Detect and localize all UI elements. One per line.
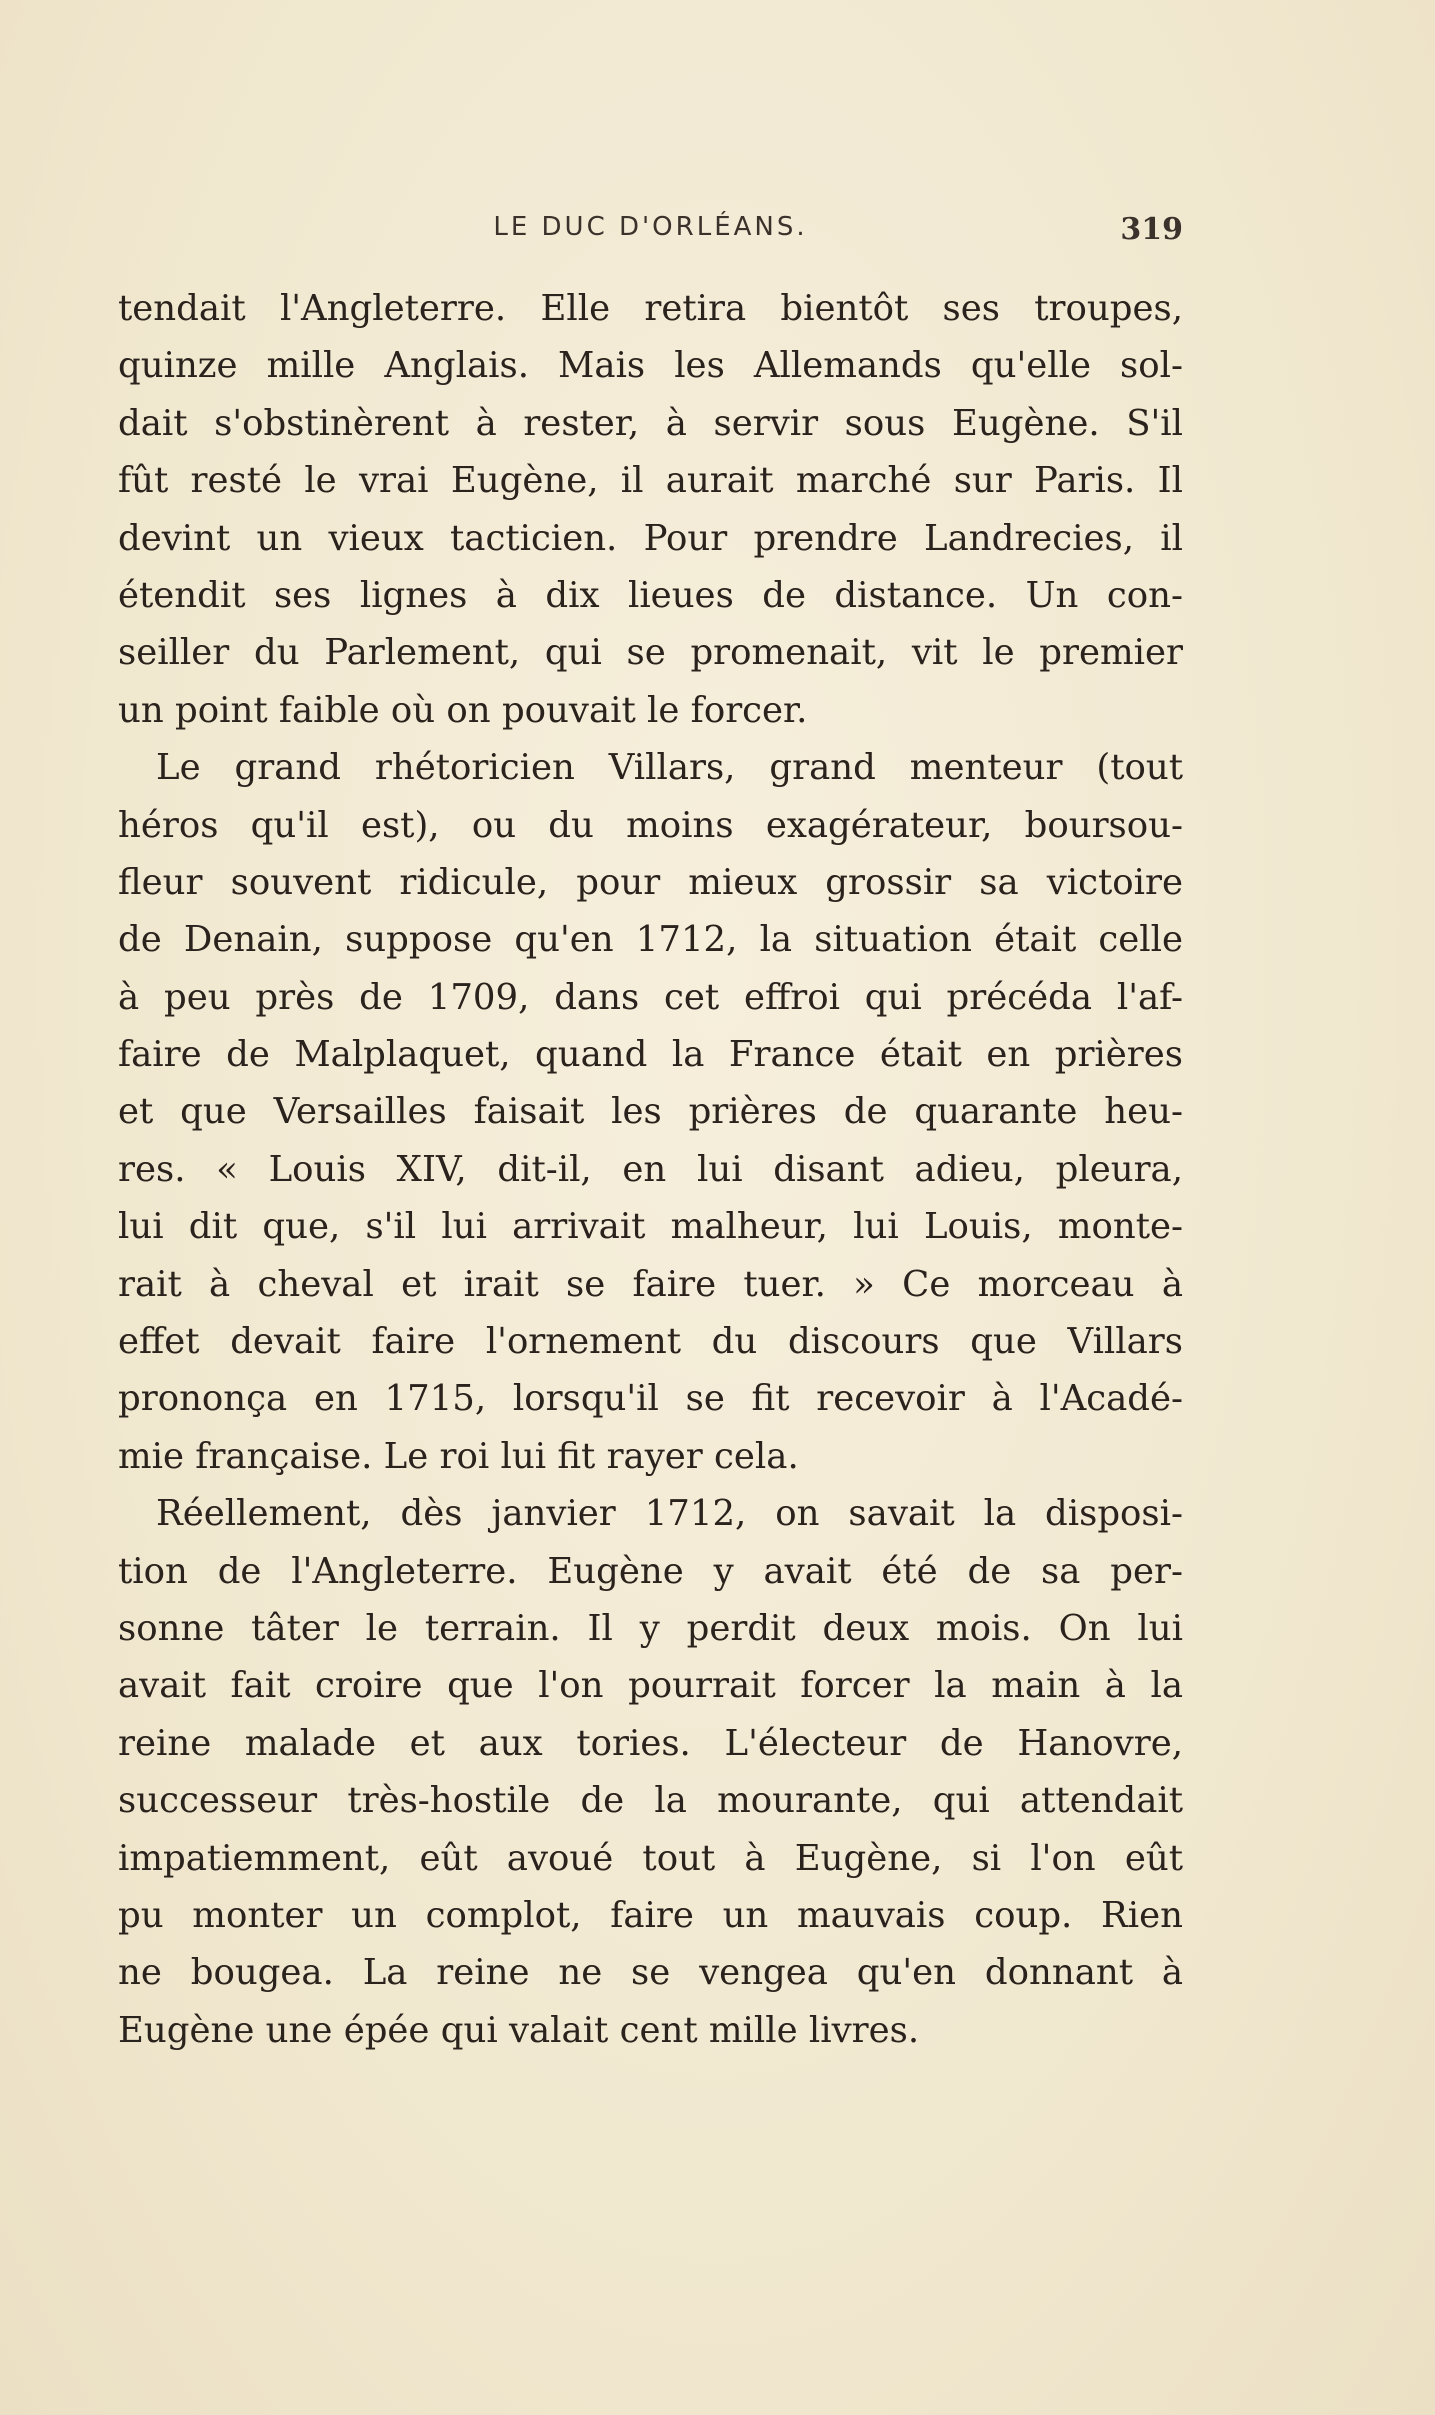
text-line: tendait l'Angleterre. Elle retira bientôt ses troupes, — [118, 288, 1183, 329]
text-line: ne bougea. La reine ne se vengea qu'en donnant à — [118, 1952, 1183, 1994]
text-line: reine malade et aux tories. L'électeur de Hanovre, — [118, 1722, 1183, 1764]
text-line: et que Versailles faisait les prières de quarante heu- — [118, 1091, 1183, 1133]
text-line: étendit ses lignes à dix lieues de distance. Un con- — [118, 574, 1183, 616]
text-line: un point faible où on pouvait le forcer. — [118, 689, 808, 731]
text-line: lui dit que, s'il lui arrivait malheur, lui Louis, monte- — [118, 1206, 1183, 1248]
text-line: fût resté le vrai Eugène, il aurait marché sur Paris. Il — [118, 460, 1183, 502]
text-line: rait à cheval et irait se faire tuer. » Ce morceau à — [118, 1263, 1183, 1305]
text-line: devint un vieux tacticien. Pour prendre Landrecies, il — [118, 517, 1183, 559]
running-title: LE DUC D'ORLÉANS. — [493, 212, 808, 242]
text-line: dait s'obstinèrent à rester, à servir sous Eugène. S'il — [118, 402, 1183, 444]
text-line: mie française. Le roi lui fit rayer cela. — [118, 1435, 799, 1477]
text-line: res. « Louis XIV, dit-il, en lui disant adieu, pleura, — [118, 1148, 1183, 1190]
text-line: successeur très-hostile de la mourante, qui attendait — [118, 1780, 1183, 1822]
text-line: faire de Malplaquet, quand la France était en prières — [118, 1034, 1183, 1076]
text-line: quinze mille Anglais. Mais les Allemands qu'elle sol- — [118, 345, 1183, 387]
text-line: avait fait croire que l'on pourrait forcer la main à la — [118, 1665, 1183, 1707]
text-line: pu monter un complot, faire un mauvais coup. Rien — [118, 1894, 1183, 1936]
page-header — [118, 212, 1183, 252]
text-line: Le grand rhétoricien Villars, grand menteur (tout — [156, 747, 1183, 789]
text-line: prononça en 1715, lorsqu'il se fit recevoir à l'Acadé- — [118, 1378, 1183, 1420]
text-line: impatiemment, eût avoué tout à Eugène, si l'on eût — [118, 1837, 1183, 1879]
text-line: sonne tâter le terrain. Il y perdit deux mois. On lui — [118, 1607, 1183, 1649]
text-line: de Denain, suppose qu'en 1712, la situation était celle — [118, 919, 1183, 961]
text-line: fleur souvent ridicule, pour mieux grossir sa victoire — [118, 861, 1183, 903]
page-number: 319 — [1120, 212, 1183, 247]
text-line: Eugène une épée qui valait cent mille livres. — [118, 2009, 920, 2051]
text-line: héros qu'il est), ou du moins exagérateur, boursou- — [118, 804, 1183, 846]
text-line: seiller du Parlement, qui se promenait, vit le premier — [118, 632, 1183, 674]
text-line: à peu près de 1709, dans cet effroi qui précéda l'af- — [118, 976, 1183, 1018]
text-line: tion de l'Angleterre. Eugène y avait été de sa per- — [118, 1550, 1183, 1592]
body-text — [118, 280, 1183, 2059]
text-line: effet devait faire l'ornement du discours que Villars — [118, 1321, 1183, 1363]
text-line: Réellement, dès janvier 1712, on savait la disposi- — [156, 1493, 1183, 1535]
